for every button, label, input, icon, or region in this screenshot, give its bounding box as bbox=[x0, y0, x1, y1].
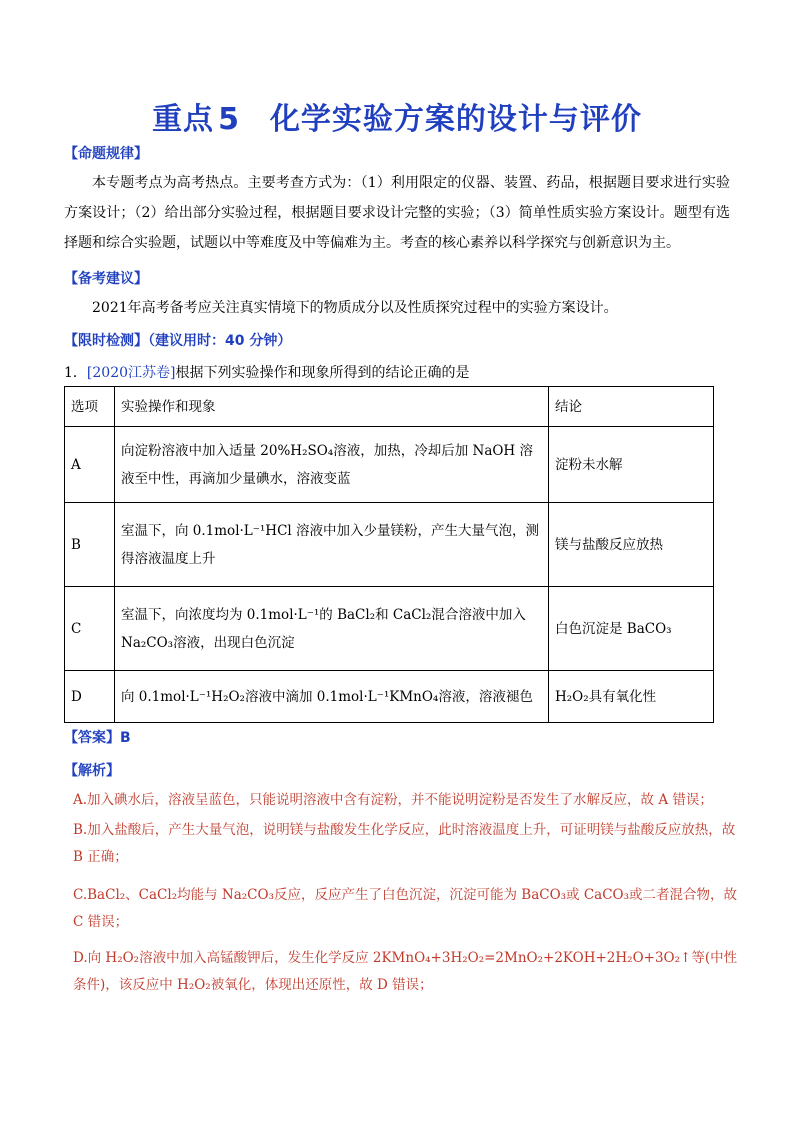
analysis-c: C.BaCl₂、CaCl₂均能与 Na₂CO₃反应，反应产生了白色沉淀，沉淀可能为 BaCO₃或 CaCO₃或二者混合物，故 C 错误； bbox=[73, 887, 738, 930]
conclusion-cell: 镁与盐酸反应放热 bbox=[549, 503, 714, 587]
option-label: B bbox=[65, 503, 115, 587]
answer: 【答案】B bbox=[64, 730, 131, 746]
analysis-b: B.加入盐酸后，产生大量气泡，说明镁与盐酸发生化学反应，此时溶液温度上升，可证明镁与盐酸反应放热，故 B 正确； bbox=[73, 822, 736, 865]
advice-text: 2021年高考备考应关注真实情境下的物质成分以及性质探究过程中的实验方案设计。 bbox=[92, 300, 618, 316]
test-heading: 【限时检测】（建议用时：40 分钟） bbox=[64, 333, 292, 349]
table-row bbox=[65, 671, 714, 723]
advice-heading: 【备考建议】 bbox=[64, 271, 148, 287]
conclusion-cell: H₂O₂具有氧化性 bbox=[549, 671, 714, 723]
conclusion-cell: 淀粉未水解 bbox=[549, 427, 714, 503]
option-label: D bbox=[65, 671, 115, 723]
page-title bbox=[0, 94, 794, 138]
analysis-heading: 【解析】 bbox=[64, 763, 120, 779]
question-stem bbox=[64, 362, 469, 382]
operation-cell: 室温下，向 0.1mol·L⁻¹HCl 溶液中加入少量镁粉，产生大量气泡，测得溶液温度上升 bbox=[115, 503, 549, 587]
question-text: 根据下列实验操作和现象所得到的结论正确的是 bbox=[175, 365, 470, 381]
question-number: 1． bbox=[64, 365, 87, 381]
question-source: [2020江苏卷] bbox=[86, 365, 176, 381]
options-table bbox=[64, 386, 714, 723]
conclusion-cell: 白色沉淀是 BaCO₃ bbox=[549, 587, 714, 671]
header-conclusion: 结论 bbox=[549, 387, 714, 427]
option-label: C bbox=[65, 587, 115, 671]
analysis-a: A.加入碘水后，溶液呈蓝色，只能说明溶液中含有淀粉，并不能说明淀粉是否发生了水解反应，故 A 错误； bbox=[73, 792, 713, 808]
option-label: A bbox=[65, 427, 115, 503]
table-row bbox=[65, 587, 714, 671]
title-text: 化学实验方案的设计与评价 bbox=[269, 102, 642, 137]
rule-text: 本专题考点为高考热点。主要考查方式为：（1）利用限定的仪器、装置、药品，根据题目要求进行实验方案设计；（2）给出部分实验过程，根据题目要求设计完整的实验；（3）简单性质实验方案设计。题型有选择题和综合实验题，试题以中等难度及中等偏难为主。考查的核心素养以科学探究与创新意识为主。 bbox=[64, 175, 730, 251]
title-number: 5 bbox=[218, 102, 240, 137]
analysis-d: D.向 H₂O₂溶液中加入高锰酸钾后，发生化学反应 2KMnO₄+3H₂O₂=2MnO₂+2KOH+2H₂O+3O₂↑等(中性条件)，该反应中 H₂O₂被氧化，体现出还原性，故 D 错误； bbox=[73, 950, 738, 993]
title-prefix: 重点 bbox=[152, 102, 215, 137]
table-row bbox=[65, 503, 714, 587]
operation-cell: 室温下，向浓度均为 0.1mol·L⁻¹的 BaCl₂和 CaCl₂混合溶液中加入 Na₂CO₃溶液，出现白色沉淀 bbox=[115, 587, 549, 671]
rule-heading: 【命题规律】 bbox=[64, 146, 148, 162]
table-row bbox=[65, 427, 714, 503]
header-operation: 实验操作和现象 bbox=[115, 387, 549, 427]
table-header-row bbox=[65, 387, 714, 427]
operation-cell: 向淀粉溶液中加入适量 20%H₂SO₄溶液，加热，冷却后加 NaOH 溶液至中性，再滴加少量碘水，溶液变蓝 bbox=[115, 427, 549, 503]
operation-cell: 向 0.1mol·L⁻¹H₂O₂溶液中滴加 0.1mol·L⁻¹KMnO₄溶液，溶液褪色 bbox=[115, 671, 549, 723]
header-option: 选项 bbox=[65, 387, 115, 427]
